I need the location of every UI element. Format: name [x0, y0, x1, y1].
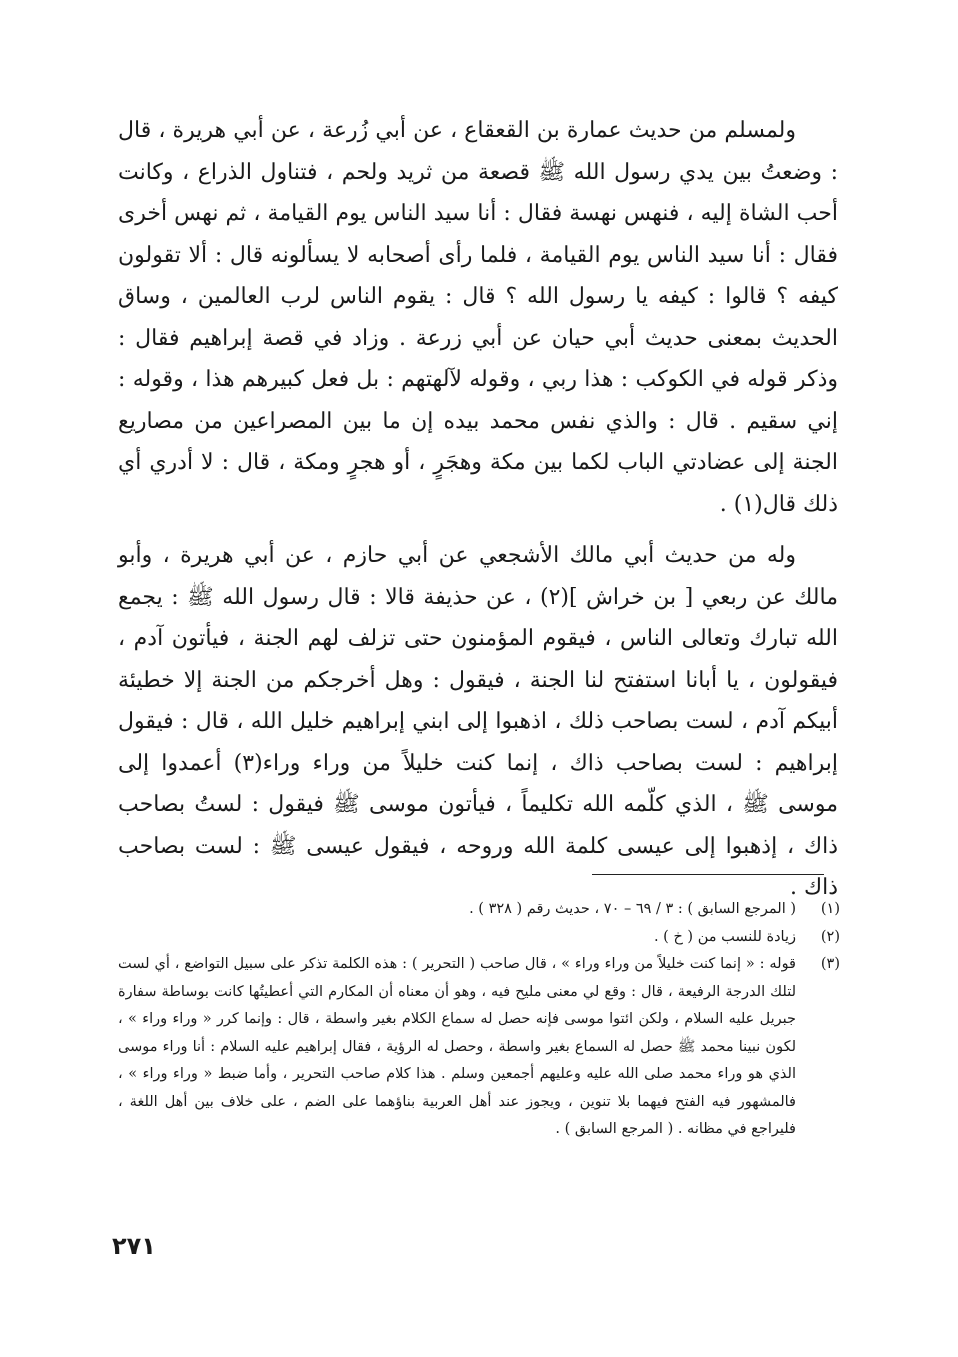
main-text [118, 110, 838, 909]
footnote-2 [118, 924, 840, 952]
footnote-number: (٢) [820, 928, 840, 945]
footnote-1 [118, 896, 840, 924]
footnote-text: زيادة للنسب من ( خ ) . [653, 928, 796, 945]
page-number: ٢٧١ [112, 1232, 156, 1260]
paragraph-1: ولمسلم من حديث عمارة بن القعقاع ، عن أبي زُرعة ، عن أبي هريرة ، قال : وضعتُ بين يدي رسول الله ﷺ قصعة من ثريد ولحم ، فتناول الذراع ، وكانت أحب الشاة إليه ، فنهس نهسة فقال : أنا سيد الناس يوم القيامة ، ثم نهس أخرى فقال : أنا سيد الناس يوم القيامة ، فلما رأى أصحابه لا يسألونه قال : ألا تقولون كيفه ؟ قالوا : كيفه يا رسول الله ؟ قال : يقوم الناس لرب العالمين ، وساق الحديث بمعنى حديث أبي حيان عن أبي زرعة . وزاد في قصة إبراهيم فقال : وذكر قوله في الكوكب : هذا ربي ، وقوله لآلهتهم : بل فعل كبيرهم هذا ، وقوله : إني سقيم . قال : والذي نفس محمد بيده إن ما بين المصراعين من مصاريع الجنة إلى عضادتي الباب لكما بين مكة وهجَرٍ ، أو هجرٍ ومكة ، قال : لا أدري أي ذلك قال(١) . [118, 118, 838, 517]
footnote-number: (١) [820, 901, 840, 917]
footnote-divider [592, 874, 824, 875]
footnote-text: قوله : « إنما كنت خليلاً من وراء وراء » ، قال صاحب ( التحرير ) : هذه الكلمة تذكر على سبيل التواضع ، أي لست لتلك الدرجة الرفيعة ، قال : وقع لي معنى مليح فيه ، وهو أن معناه أن المكارم التي أعطيتُها كانت بوساطة سفارة جبريل عليه السلام ، ولكن ائتوا موسى فإنه حصل له سماع الكلام بغير واسطة ، قال : وإنما كرر « وراء وراء » ، لكون نبينا محمد ﷺ حصل له السماع بغير واسطة ، وحصل له الرؤية ، فقال إبراهيم عليه السلام : أنا وراء موسى الذي هو وراء محمد صلى الله عليه وعليهم أجمعين وسلم . هذا كلام صاحب التحرير ، وأما ضبط « وراء وراء » ، فالمشهور فيه الفتح فيهما بلا تنوين ، ويجوز عند أهل العربية بناؤهما على الضم ، على خلاف بين أهل اللغة ، فليراجع في مظانه . ( المرجع السابق ) . [118, 956, 796, 1137]
footnotes [118, 896, 840, 1144]
paragraph-2: وله من حديث أبي مالك الأشجعي عن أبي حازم ، عن أبي هريرة ، وأبو مالك عن ربعي [ بن خراش ](٢) ، عن حذيفة قالا : قال رسول الله ﷺ : يجمع الله تبارك وتعالى الناس ، فيقوم المؤمنون حتى تزلف لهم الجنة ، فيأتون آدم ، فيقولون ، يا أبانا استفتح لنا الجنة ، فيقول : وهل أخرجكم من الجنة إلا خطيئة أبيكم آدم ، لست بصاحب ذلك ، اذهبوا إلى ابني إبراهيم خليل الله ، قال : فيقول إبراهيم : لست بصاحب ذاك ، إنما كنت خليلاً من وراء وراء(٣) أعمدوا إلى موسى ﷺ ، الذي كلّمه الله تكليماً ، فيأتون موسى ﷺ فيقول : لستُ بصاحب ذاك ، إذهبوا إلى عيسى كلمة الله وروحه ، فيقول عيسى ﷺ : لست بصاحب ذاك . [118, 543, 839, 900]
footnote-number: (٣) [820, 956, 840, 972]
footnote-3 [118, 951, 840, 1144]
footnote-text: ( المرجع السابق ) : ٣ / ٦٩ – ٧٠ ، حديث رقم ( ٣٢٨ ) . [469, 901, 796, 917]
